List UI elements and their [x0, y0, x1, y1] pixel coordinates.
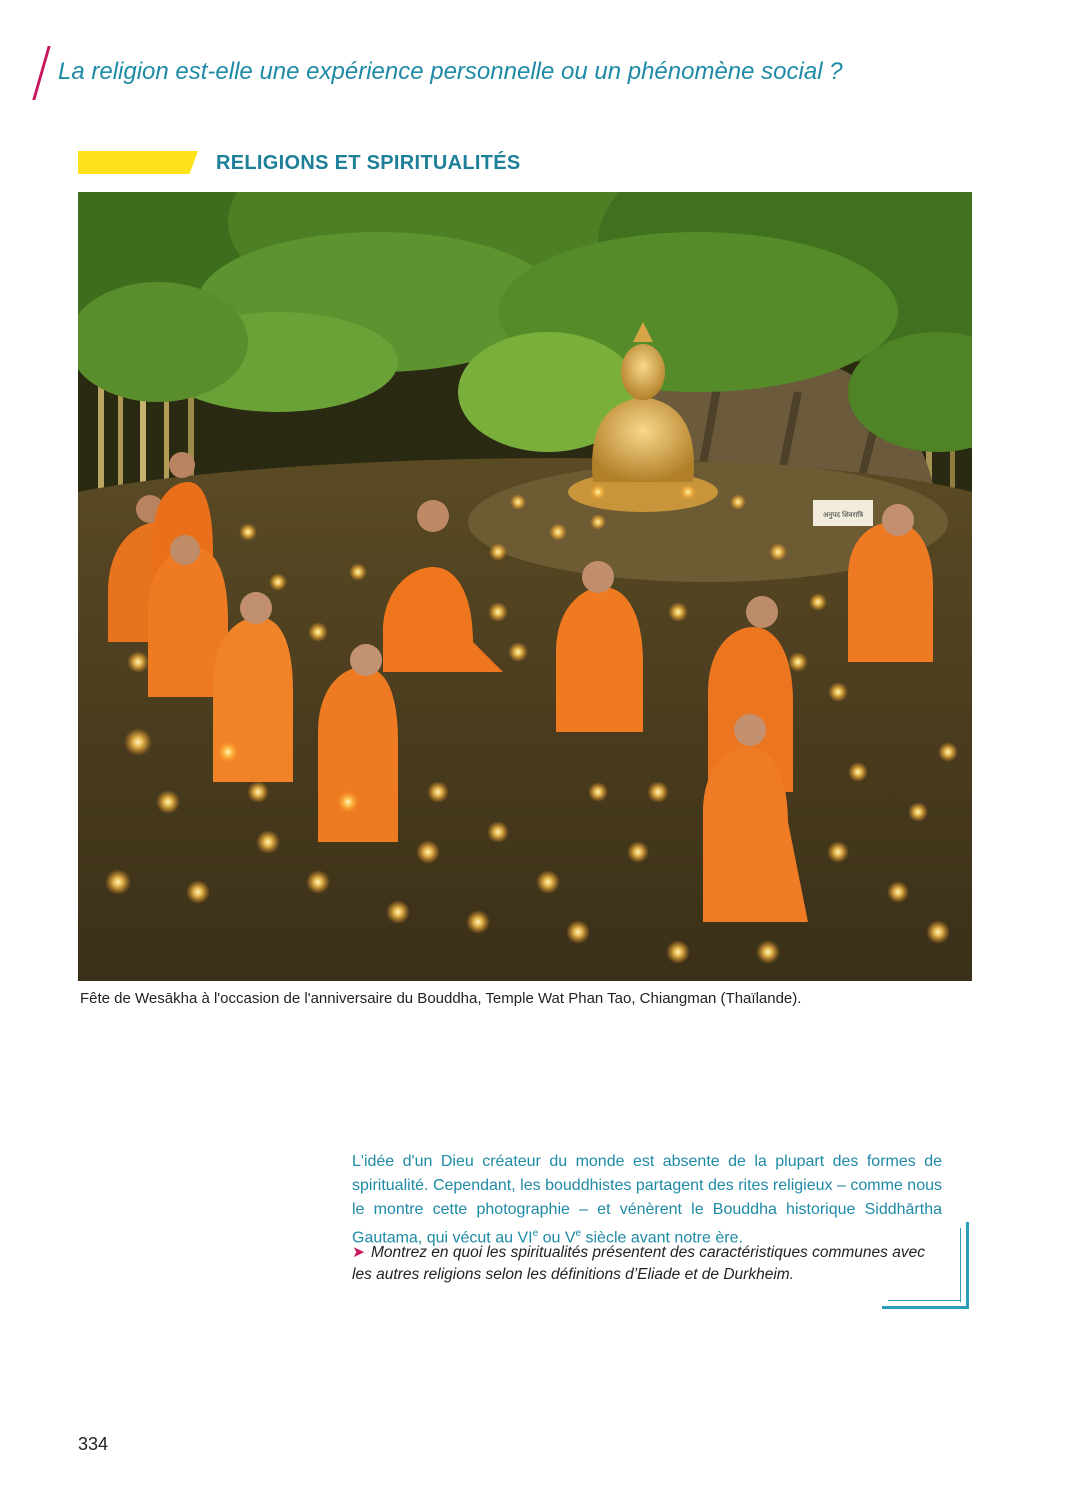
intro-century-1: VI	[517, 1229, 533, 1247]
intro-sup-2: e	[575, 1228, 582, 1239]
section-title: RELIGIONS ET SPIRITUALITÉS	[216, 152, 521, 174]
page-header-title: La religion est-elle une expérience personnelle ou un phénomène social ?	[58, 58, 843, 85]
intro-text-1: L'idée d'un Dieu créateur du monde est absente de la plupart des formes de spiritualité. Cependant, les bouddhistes partagent des rites religieux – comme nous le montre cette photographie – et vénèrent le Bouddha historique Siddhārtha Gautama, qui vécut au	[352, 1153, 942, 1247]
question-frame-vertical-inner	[960, 1228, 961, 1302]
exercise-question	[352, 1242, 942, 1286]
intro-sup-1: e	[532, 1228, 539, 1239]
intro-text-2: ou	[538, 1229, 565, 1247]
intro-paragraph	[352, 1150, 942, 1250]
intro-text-3: siècle avant notre ère.	[581, 1229, 743, 1247]
photo-caption: Fête de Wesākha à l'occasion de l'anniversaire du Bouddha, Temple Wat Phan Tao, Chiangman (Thaïlande).	[80, 990, 802, 1007]
section-marker-band	[78, 151, 198, 174]
intro-century-2: V	[564, 1229, 576, 1247]
question-frame-horizontal-inner	[888, 1300, 961, 1301]
question-frame-vertical	[966, 1222, 969, 1308]
arrow-right-icon: ➤	[352, 1244, 365, 1261]
header-accent-slash	[32, 46, 50, 100]
wesakha-photo	[78, 192, 972, 981]
question-frame-horizontal	[882, 1306, 969, 1309]
page-number: 334	[78, 1434, 109, 1454]
exercise-question-text: Montrez en quoi les spiritualités présentent des caractéristiques communes avec les autres religions selon les définitions d’Eliade et de Durkheim.	[352, 1244, 925, 1283]
shrine-sign-text: अनुपद शिवरात्रि	[823, 511, 863, 519]
